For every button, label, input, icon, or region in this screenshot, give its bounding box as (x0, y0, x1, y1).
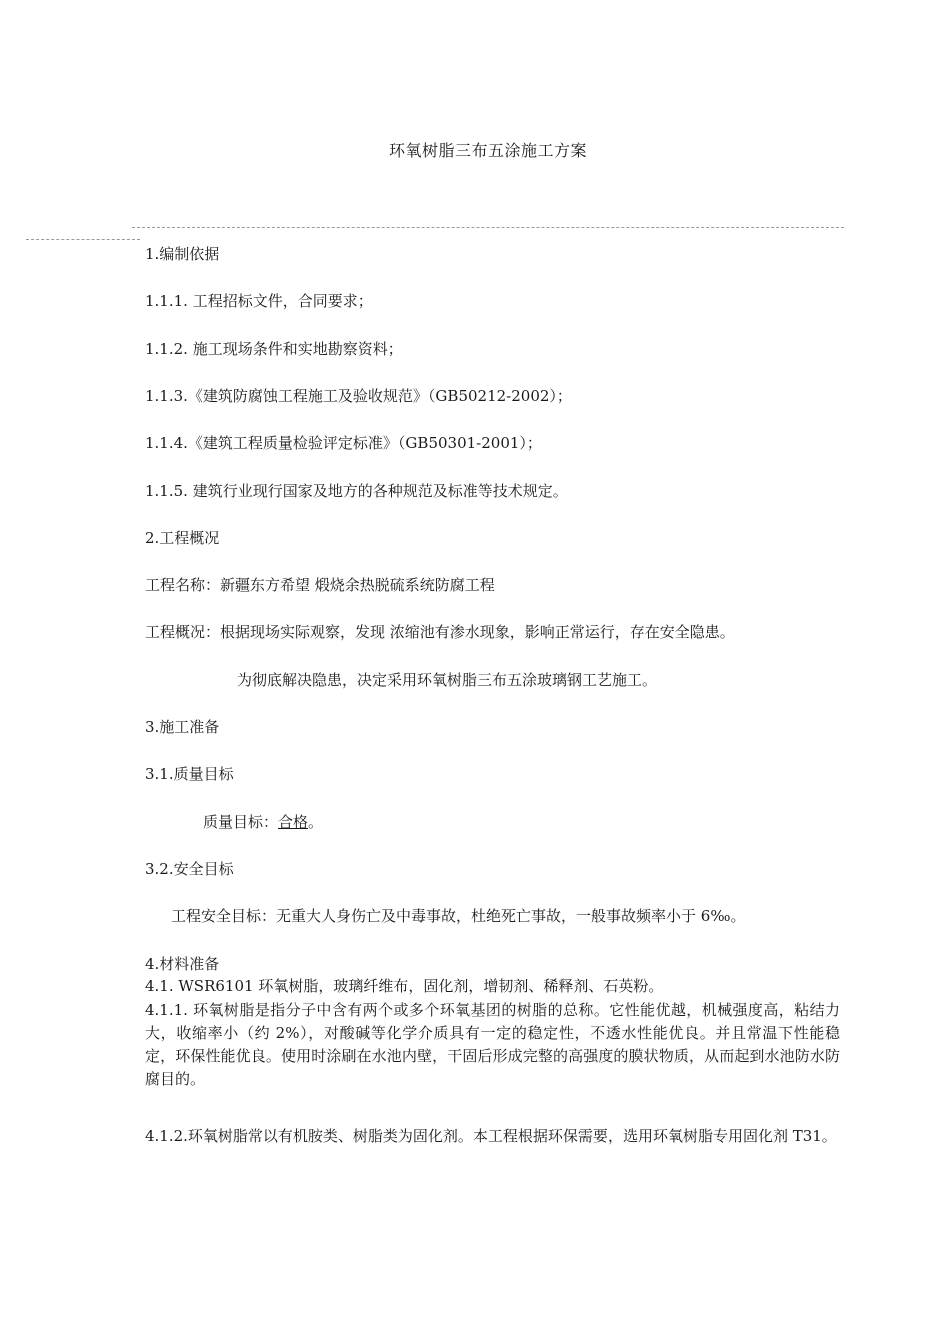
list-item: 1.1.3.《建筑防腐蚀工程施工及验收规范》（GB50212-2002）； (145, 387, 572, 405)
list-item: 1.1.2. 施工现场条件和实地勘察资料； (145, 340, 403, 358)
safety-heading: 3.2.安全目标 (145, 860, 234, 878)
dashed-divider-short (26, 239, 140, 240)
list-item: 1.1.5. 建筑行业现行国家及地方的各种规范及标准等技术规定。 (145, 482, 568, 500)
material-item: 4.1. WSR6101 环氧树脂，玻璃纤维布，固化剂，增韧剂、稀释剂、石英粉。 (145, 977, 664, 995)
safety-target: 工程安全目标：无重大人身伤亡及中毒事故，杜绝死亡事故，一般事故频率小于 6‰。 (171, 907, 746, 925)
dashed-divider (132, 227, 844, 228)
project-name: 工程名称：新疆东方希望 煅烧余热脱硫系统防腐工程 (145, 576, 495, 594)
quality-end: 。 (308, 813, 324, 831)
section-heading-1: 1.编制依据 (145, 245, 220, 263)
project-decision: 为彻底解决隐患，决定采用环氧树脂三布五涂玻璃钢工艺施工。 (237, 671, 658, 689)
quality-heading: 3.1.质量目标 (145, 765, 234, 783)
section-heading-2: 2.工程概况 (145, 529, 220, 547)
section-heading-3: 3.施工准备 (145, 718, 220, 736)
material-paragraph: 4.1.2.环氧树脂常以有机胺类、树脂类为固化剂。本工程根据环保需要，选用环氧树脂专用固化剂 T31。 (145, 1127, 837, 1145)
document-title: 环氧树脂三布五涂施工方案 (388, 141, 587, 160)
quality-value: 合格 (278, 813, 309, 831)
quality-target (203, 812, 323, 832)
project-overview: 工程概况：根据现场实际观察，发现 浓缩池有渗水现象，影响正常运行，存在安全隐患。 (145, 623, 735, 641)
quality-label: 质量目标： (203, 813, 279, 831)
list-item: 1.1.1. 工程招标文件，合同要求； (145, 292, 373, 310)
section-heading-4: 4.材料准备 (145, 955, 220, 973)
material-paragraph: 4.1.1. 环氧树脂是指分子中含有两个或多个环氧基团的树脂的总称。它性能优越，机械强度高，粘结力大，收缩率小（约 2%），对酸碱等化学介质具有一定的稳定性，不透水性能优良。并且常温下性能稳定，环保性能优良。使用时涂刷在水池内壁，干固后形成完整的高强度的膜状物质，从而起到水池防水防腐目的。 (145, 1001, 840, 1088)
list-item: 1.1.4.《建筑工程质量检验评定标准》（GB50301-2001）； (145, 434, 542, 452)
